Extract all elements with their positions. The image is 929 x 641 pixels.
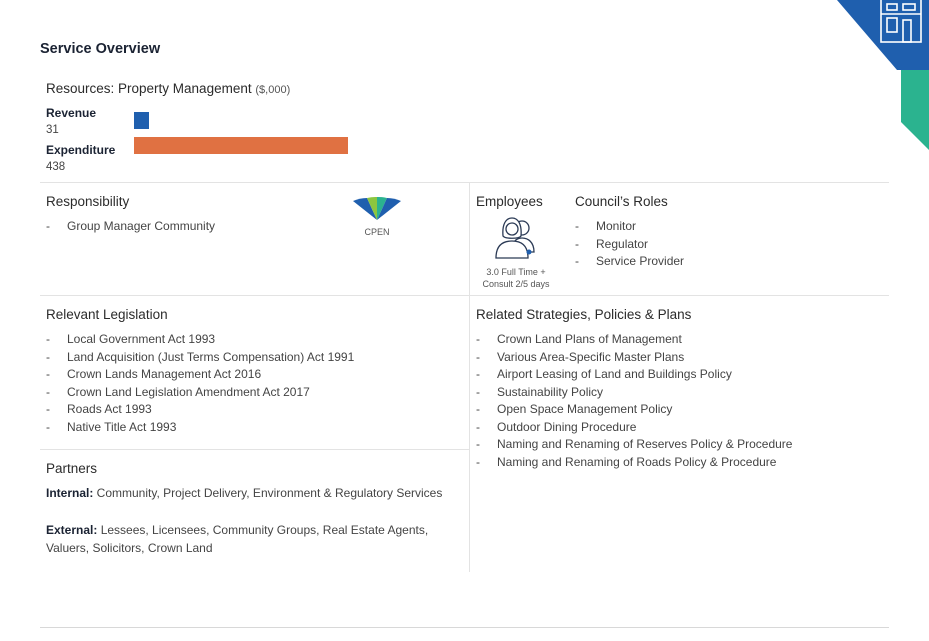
divider-vertical [469,182,470,572]
partners-external-text: Lessees, Licensees, Community Groups, Real Estate Agents, Valuers, Solicitors, Crown Land [46,523,429,555]
list-item: - Crown Land Plans of Management [476,332,682,346]
partners-external [46,522,466,557]
partners-internal-label: Internal: [46,486,94,500]
revenue-bar [134,112,149,129]
legislation-title: Relevant Legislation [46,307,168,322]
footer-divider [40,627,889,628]
list-item: - Open Space Management Policy [476,402,673,416]
strategies-title: Related Strategies, Policies & Plans [476,307,692,322]
list-item: - Group Manager Community [46,219,216,233]
resources-unit: ($,000) [255,84,291,96]
expenditure-label: Expenditure [46,143,116,157]
resources-title [46,81,290,96]
partners-internal-text: Community, Project Delivery, Environment & Regulatory Services [93,486,443,500]
strategies-list [476,331,792,471]
cpen-label: CPEN [364,227,390,237]
list-item: - Native Title Act 1993 [46,419,177,434]
revenue-value: 31 [46,124,59,136]
employees-title: Employees [476,194,543,209]
employees-count-line2: Consult 2/5 days [482,279,550,289]
resources-title-text: Resources: Property Management [46,81,252,96]
list-item: - Local Government Act 1993 [46,332,216,346]
list-item: - Various Area-Specific Master Plans [476,349,685,364]
list-item: - Outdoor Dining Procedure [476,419,637,434]
page-title: Service Overview [40,41,161,57]
employees-people-icon [492,214,540,262]
partners-title: Partners [46,461,98,476]
corner-building-graphic [829,0,929,160]
divider-top [40,182,889,183]
list-item: - Naming and Renaming of Reserves Policy & Procedure [476,437,793,451]
responsibility-title: Responsibility [46,194,130,209]
councils-roles-list [575,218,684,271]
list-item: - Crown Land Legislation Amendment Act 2017 [46,384,310,399]
list-item: - Crown Lands Management Act 2016 [46,367,262,381]
cpen-badge-icon [352,196,402,222]
partners-internal [46,485,456,503]
revenue-label: Revenue [46,106,97,120]
list-item: - Land Acquisition (Just Terms Compensation) Act 1991 [46,349,355,364]
employees-count-line1: 3.0 Full Time + [486,267,546,277]
list-item: - Regulator [575,236,649,251]
legislation-list [46,331,354,436]
councils-roles-title: Council’s Roles [575,194,668,209]
partners-external-label: External: [46,523,98,537]
responsibility-list [46,218,215,236]
list-item: - Roads Act 1993 [46,402,152,416]
divider-partners [40,449,469,450]
list-item: - Monitor [575,219,637,233]
list-item: - Airport Leasing of Land and Buildings Policy [476,367,732,381]
list-item: - Service Provider [575,254,685,268]
divider-middle [40,295,889,296]
list-item: - Sustainability Policy [476,384,604,399]
list-item: - Naming and Renaming of Roads Policy & Procedure [476,454,777,469]
expenditure-value: 438 [46,161,66,173]
expenditure-bar [134,137,348,154]
